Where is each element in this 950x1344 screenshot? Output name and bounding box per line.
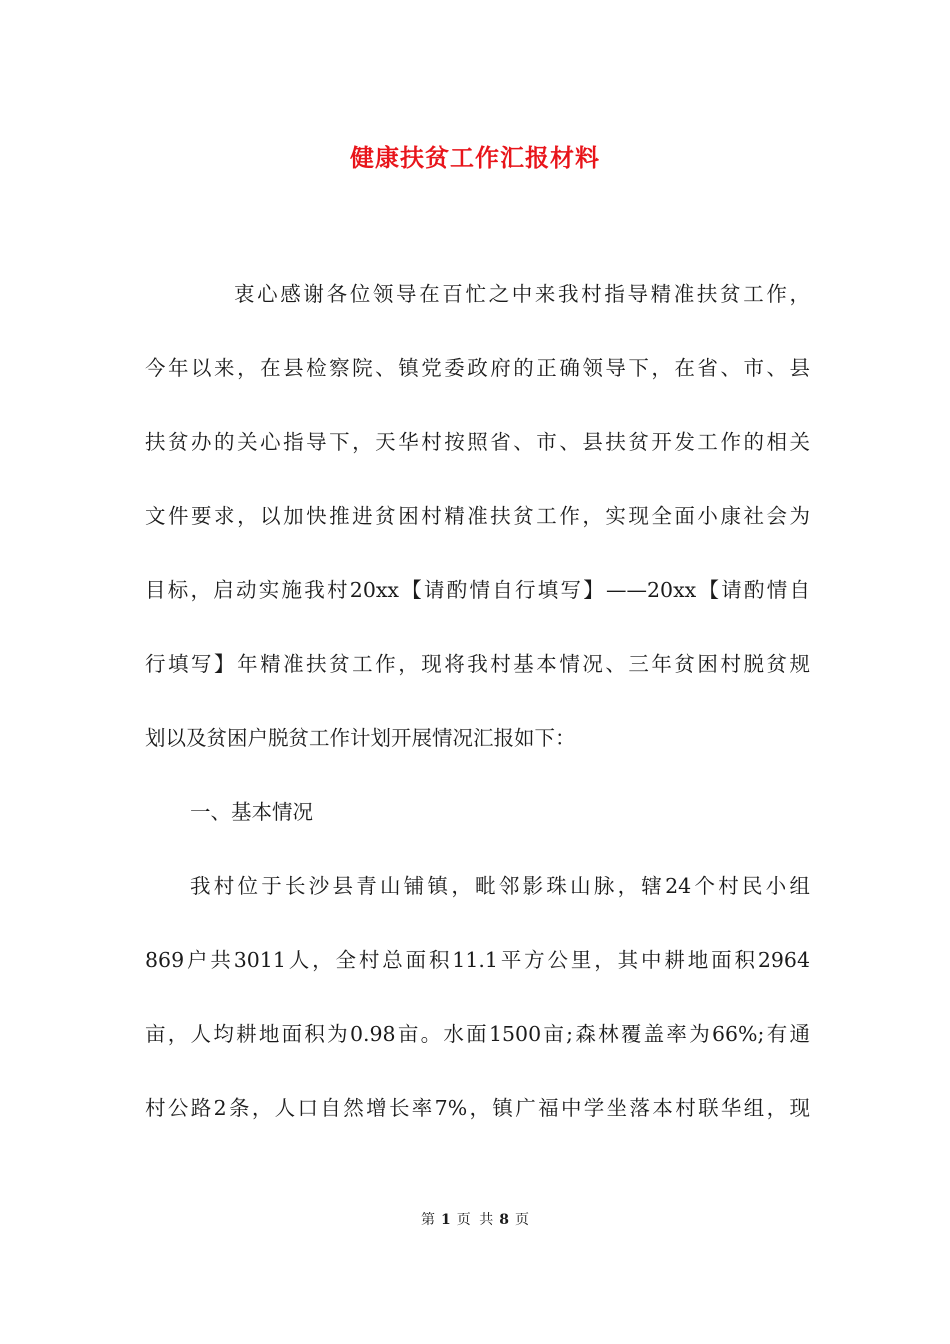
- paragraph-line: 衷心感谢各位领导在百忙之中来我村指导精准扶贫工作，: [234, 282, 810, 306]
- paragraph-line: 亩，人均耕地面积为0.98亩。水面1500亩;森林覆盖率为66%;有通: [145, 1022, 810, 1046]
- paragraph-line: 869户共3011人，全村总面积11.1平方公里，其中耕地面积2964: [145, 948, 810, 972]
- page-footer: [0, 1209, 950, 1229]
- paragraph-line: 目标，启动实施我村20xx【请酌情自行填写】——20xx【请酌情自: [145, 578, 810, 602]
- footer-page-number: 1: [441, 1212, 451, 1228]
- paragraph-line: 划以及贫困户脱贫工作计划开展情况汇报如下：: [145, 726, 576, 750]
- footer-prefix: 第: [421, 1212, 436, 1228]
- paragraph-line: 行填写】年精准扶贫工作，现将我村基本情况、三年贫困村脱贫规: [145, 652, 810, 676]
- paragraph-line: 扶贫办的关心指导下，天华村按照省、市、县扶贫开发工作的相关: [145, 430, 810, 454]
- footer-total-pages: 8: [499, 1212, 509, 1228]
- section-heading: 一、基本情况: [190, 800, 313, 824]
- paragraph-line: 我村位于长沙县青山铺镇，毗邻影珠山脉，辖24个村民小组: [190, 874, 810, 898]
- paragraph-line: 文件要求，以加快推进贫困村精准扶贫工作，实现全面小康社会为: [145, 504, 810, 528]
- footer-suffix: 页: [514, 1212, 529, 1228]
- paragraph-line: 村公路2条，人口自然增长率7%，镇广福中学坐落本村联华组，现: [145, 1096, 810, 1120]
- paragraph-line: 今年以来，在县检察院、镇党委政府的正确领导下，在省、市、县: [145, 356, 810, 380]
- footer-middle: 页 共: [456, 1212, 494, 1228]
- document-title: 健康扶贫工作汇报材料: [350, 143, 600, 172]
